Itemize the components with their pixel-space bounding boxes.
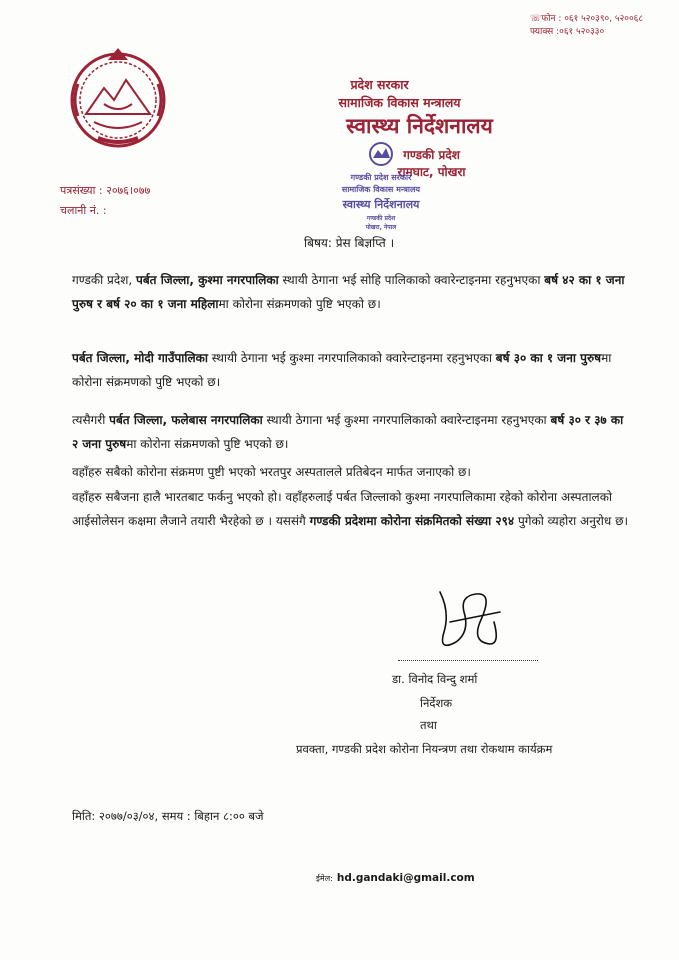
email-address[interactable]: hd.gandaki@gmail.com <box>336 872 475 884</box>
phone-number: ☏फोन : ०६१ ५२०३९०, ५२००६८ <box>529 14 643 24</box>
paragraph-4: वहाँहरु सबैको कोरोना संक्रमण पुष्टी भएको भरतपुर अस्पतालले प्रतिबेदन मार्फत जनाएको छ। <box>72 465 471 479</box>
paragraph-5: वहाँहरु सबैजना हालै भारतबाट फर्कनु भएको हो। वहाँहरुलाई पर्बत जिल्लाको कुश्मा नगरपालिकामा रहेको कोरोना अस्पतालको आईसोलेसन कक्षमा लैजाने तयारी भैरहेको छ । यससंगै गण्डकी प्रदेशमा कोरोना संक्रमितको संख्या २९४ पुगेको व्यहोरा अनुरोध छ। <box>72 490 629 528</box>
stamp-line-2: सामाजिक विकास मन्त्रालय <box>341 185 421 194</box>
dispatch-number: चलानी नं. : <box>60 204 107 217</box>
official-stamp-icon <box>326 138 436 238</box>
letter-number: पत्रसंख्या : २०७६।०७७ <box>60 184 151 197</box>
stamp-line-5: पोखरा, नेपाल <box>365 224 397 231</box>
letterhead-ministry: सामाजिक विकास मन्त्रालय <box>338 95 461 110</box>
signatory-name: डा. विनोद विन्दु शर्मा <box>392 672 478 686</box>
subject-line: बिषय: प्रेस बिज्ञप्ति । <box>304 236 395 250</box>
stamp-line-4: गण्डकी प्रदेश <box>366 215 396 222</box>
paragraph-2: पर्बत जिल्ला, मोदी गाउँपालिका स्थायी ठेगाना भई कुश्मा नगरपालिकाको क्वारेन्टाइनमा रहनुभएका बर्ष ३० का १ जना पुरुषमा कोरोना संक्रमणको पुष्टि भएको छ। <box>72 351 612 389</box>
letterhead-government: प्रदेश सरकार <box>350 77 409 92</box>
fax-number: फ्याक्स :०६१ ५२०३३० <box>529 27 605 37</box>
signature-icon <box>420 582 510 662</box>
email-label: ईमेल: <box>316 874 333 883</box>
date-time-line: मिति: २०७७/०३/०४, समय : बिहान ८:०० बजे <box>72 809 264 823</box>
paragraph-1: गण्डकी प्रदेश, पर्बत जिल्ला, कुश्मा नगरपालिका स्थायी ठेगाना भई सोहि पालिकाको क्वारेन्टाइनमा रहनुभएका बर्ष ४२ का १ जना पुरुष र बर्ष २० का १ जना महिलामा कोरोना संक्रमणको पुष्टि भएको छ। <box>72 273 625 311</box>
paragraph-3: त्यसैगरी पर्बत जिल्ला, फलेबास नगरपालिका स्थायी ठेगाना भई कुश्मा नगरपालिकाको क्वारेन्टाइनमा रहनुभएका बर्ष ३० र ३७ का २ जना पुरुषमा कोरोना संक्रमणको पुष्टि भएको छ। <box>72 413 624 451</box>
letterhead-directorate: स्वास्थ्य निर्देशनालय <box>346 114 493 138</box>
signatory-conjunction: तथा <box>420 718 437 732</box>
signature-line <box>398 660 538 661</box>
letterhead-location: रामघाट, पोखरा <box>397 165 466 179</box>
signatory-role: प्रवक्ता, गण्डकी प्रदेश कोरोना नियन्त्रण तथा रोकथाम कार्यक्रम <box>296 742 553 756</box>
stamp-line-3: स्वास्थ्य निर्देशनालय <box>342 198 420 211</box>
letterhead-province: गण्डकी प्रदेश <box>403 148 460 162</box>
signatory-designation: निर्देशक <box>420 696 453 710</box>
stamp-line-1: गण्डकी प्रदेश सरकार <box>350 173 412 182</box>
email-line <box>316 872 475 884</box>
contact-info <box>530 13 643 39</box>
